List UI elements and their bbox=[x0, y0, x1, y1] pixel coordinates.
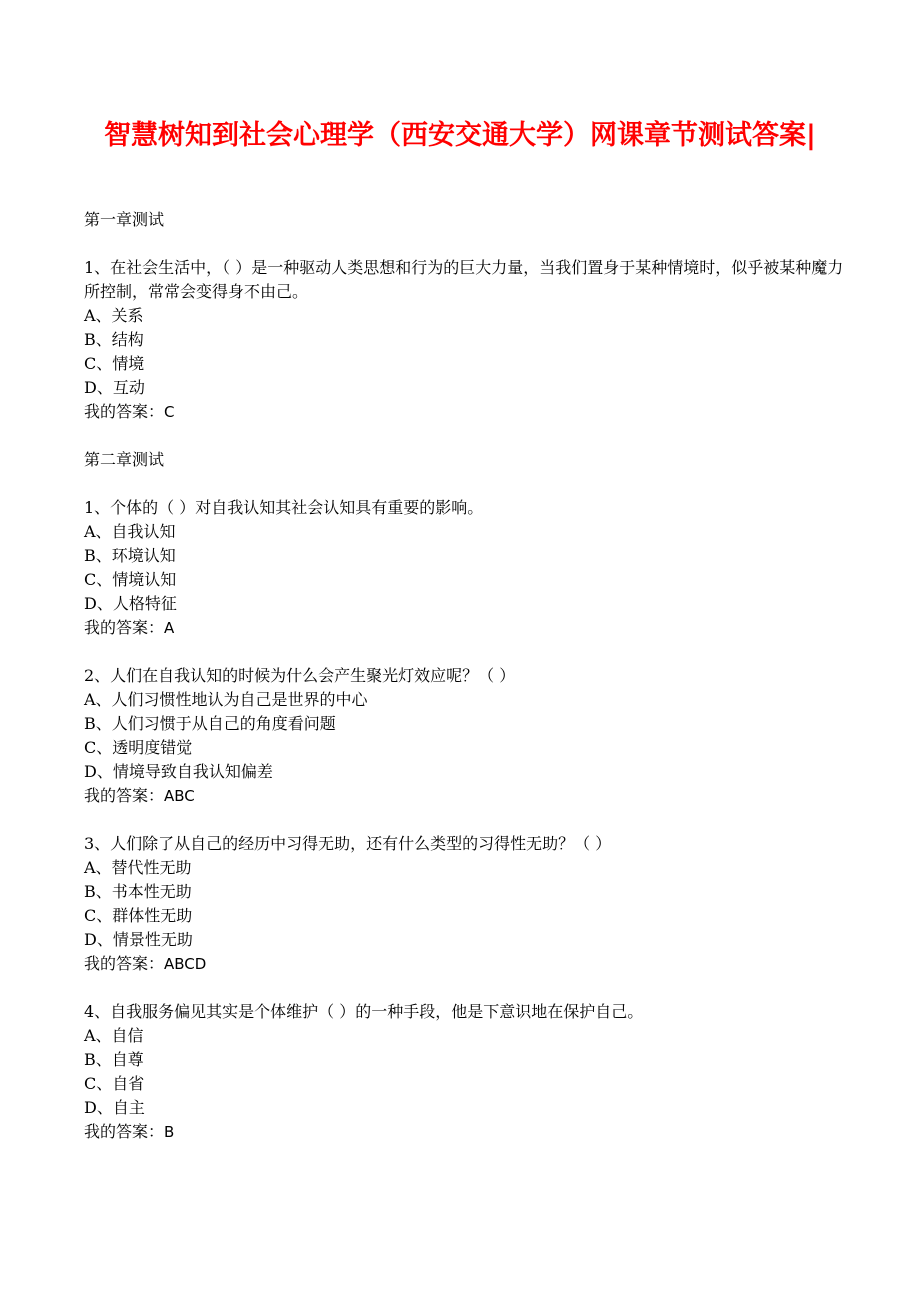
option-a: A、替代性无助 bbox=[84, 858, 192, 877]
answer-value: C bbox=[164, 403, 175, 421]
question-block bbox=[84, 256, 844, 424]
option-d: D、自主 bbox=[84, 1098, 145, 1117]
option-b: B、书本性无助 bbox=[84, 882, 192, 901]
answer-value: B bbox=[164, 1123, 175, 1141]
answer-line bbox=[84, 616, 844, 640]
answer-line bbox=[84, 784, 844, 808]
option-b: B、结构 bbox=[84, 330, 144, 349]
option-d: D、人格特征 bbox=[84, 594, 177, 613]
question-block bbox=[84, 1000, 844, 1144]
question-text: 3、人们除了从自己的经历中习得无助，还有什么类型的习得性无助？（ ） bbox=[84, 834, 612, 853]
option-c: C、情境 bbox=[84, 354, 145, 373]
answer-label: 我的答案： bbox=[84, 402, 165, 421]
option-c: C、自省 bbox=[84, 1074, 145, 1093]
answer-line bbox=[84, 400, 844, 424]
option-d: D、互动 bbox=[84, 378, 145, 397]
option-d: D、情境导致自我认知偏差 bbox=[84, 762, 273, 781]
option-c: C、情境认知 bbox=[84, 570, 177, 589]
option-a: A、关系 bbox=[84, 306, 144, 325]
option-b: B、环境认知 bbox=[84, 546, 176, 565]
option-c: C、群体性无助 bbox=[84, 906, 193, 925]
question-text: 4、自我服务偏见其实是个体维护（ ）的一种手段，他是下意识地在保护自己。 bbox=[84, 1002, 644, 1021]
chapter-title: 第一章测试 bbox=[84, 210, 165, 229]
question-text: 2、人们在自我认知的时候为什么会产生聚光灯效应呢？（ ） bbox=[84, 666, 516, 685]
question-block bbox=[84, 832, 844, 976]
answer-line bbox=[84, 952, 844, 976]
option-a: A、自我认知 bbox=[84, 522, 176, 541]
answer-line bbox=[84, 1120, 844, 1144]
answer-value: ABCD bbox=[164, 955, 207, 973]
question-block bbox=[84, 496, 844, 640]
answer-value: ABC bbox=[164, 787, 195, 805]
answer-label: 我的答案： bbox=[84, 954, 165, 973]
chapter-2 bbox=[84, 448, 844, 1144]
option-a: A、人们习惯性地认为自己是世界的中心 bbox=[84, 690, 368, 709]
document-body bbox=[84, 208, 844, 1168]
chapter-1 bbox=[84, 208, 844, 424]
document-title: 智慧树知到社会心理学（西安交通大学）网课章节测试答案| bbox=[104, 120, 816, 151]
answer-label: 我的答案： bbox=[84, 786, 165, 805]
question-text: 1、在社会生活中，（ ）是一种驱动人类思想和行为的巨大力量，当我们置身于某种情境时，似乎被某种魔力所控制，常常会变得身不由己。 bbox=[84, 258, 844, 301]
option-b: B、人们习惯于从自己的角度看问题 bbox=[84, 714, 336, 733]
answer-value: A bbox=[164, 619, 175, 637]
answer-label: 我的答案： bbox=[84, 1122, 165, 1141]
option-d: D、情景性无助 bbox=[84, 930, 193, 949]
option-a: A、自信 bbox=[84, 1026, 144, 1045]
option-b: B、自尊 bbox=[84, 1050, 144, 1069]
question-text: 1、个体的（ ）对自我认知其社会认知具有重要的影响。 bbox=[84, 498, 484, 517]
answer-label: 我的答案： bbox=[84, 618, 165, 637]
chapter-title: 第二章测试 bbox=[84, 450, 165, 469]
question-block bbox=[84, 664, 844, 808]
option-c: C、透明度错觉 bbox=[84, 738, 193, 757]
